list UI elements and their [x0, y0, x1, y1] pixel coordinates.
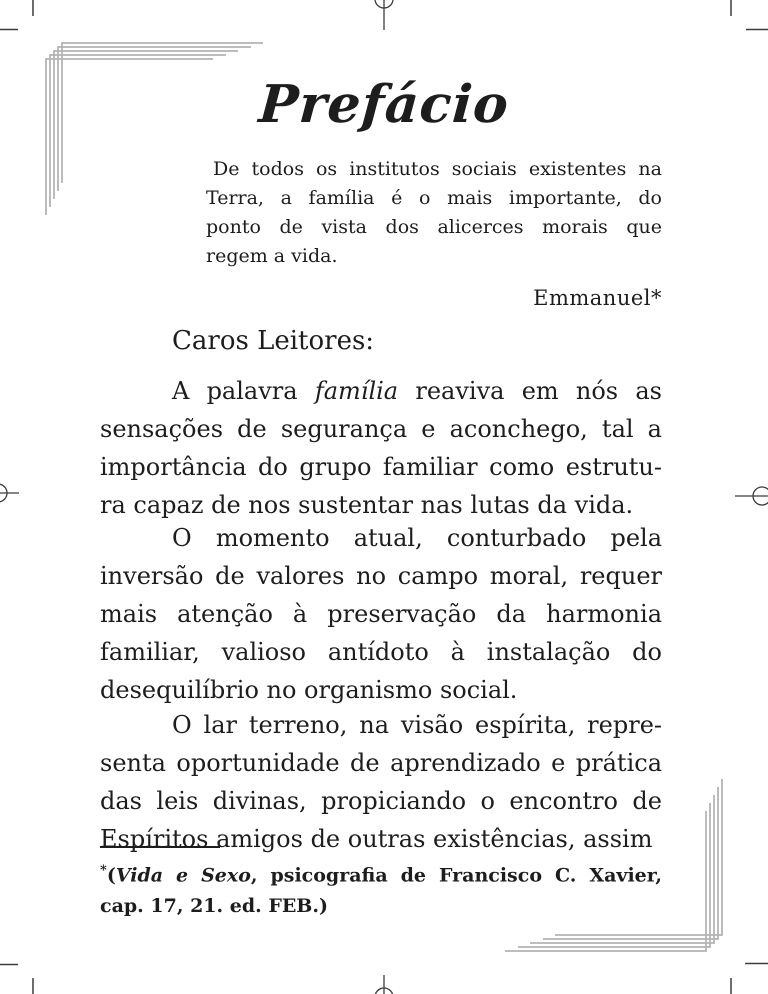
- epigraph-line: Terra, a família é o mais importante, do: [206, 187, 662, 209]
- footnote-line: [100, 855, 662, 891]
- footnote-book-title: Vida e Sexo: [115, 864, 251, 887]
- epigraph-attribution: Emmanuel*: [533, 286, 662, 310]
- footnote-line: cap. 17, 21. ed. FEB.): [100, 895, 328, 918]
- body-line: senta oportunidade de aprendizado e prática: [100, 749, 662, 777]
- body-line: O momento atual, conturbado pela: [172, 524, 662, 552]
- epigraph: [206, 155, 662, 313]
- registration-target-left: [0, 484, 19, 502]
- body-line: O lar terreno, na visão espírita, repre-: [172, 711, 662, 739]
- footnote-reference: , psicografia de Francisco C. Xavier,: [250, 864, 662, 887]
- footnote: [100, 846, 662, 922]
- epigraph-line: ponto de vista dos alicerces morais que: [206, 216, 662, 238]
- body-line: mais atenção à preservação da harmonia: [100, 600, 662, 628]
- footnote-open-paren: (: [106, 864, 116, 887]
- paragraph: [100, 706, 662, 858]
- body-line: ra capaz de nos sustentar nas lutas da vida.: [100, 491, 634, 519]
- salutation: Caros Leitores:: [172, 326, 375, 356]
- body-line: sensações de segurança e aconchego, tal a: [100, 415, 662, 443]
- chapter-title: Prefácio: [256, 74, 512, 135]
- registration-target-right: [735, 487, 768, 505]
- paragraph: [100, 372, 662, 524]
- epigraph-line: regem a vida.: [206, 245, 338, 267]
- body-line: [100, 372, 662, 410]
- body-line: desequilíbrio no organismo social.: [100, 676, 518, 704]
- body-line: das leis divinas, propiciando o encontro de: [100, 787, 662, 815]
- epigraph-line: De todos os institutos sociais existentes na: [213, 158, 662, 180]
- body-line-segment: A palavra: [172, 377, 298, 405]
- body-line-segment: reaviva em nós as: [415, 377, 662, 405]
- paragraph: [100, 519, 662, 709]
- registration-target-bottom: [375, 975, 393, 994]
- emphasized-word: família: [314, 377, 399, 405]
- footnote-rule: [100, 846, 220, 848]
- body-line: familiar, valioso antídoto à instalação do: [100, 638, 662, 666]
- body-line: importância do grupo familiar como estrutu-: [100, 453, 662, 481]
- body-line: inversão de valores no campo moral, requer: [100, 562, 662, 590]
- footnote-marker: *: [100, 863, 107, 878]
- registration-target-top: [375, 0, 393, 30]
- body-line: Espíritos amigos de outras existências, assim: [100, 825, 653, 853]
